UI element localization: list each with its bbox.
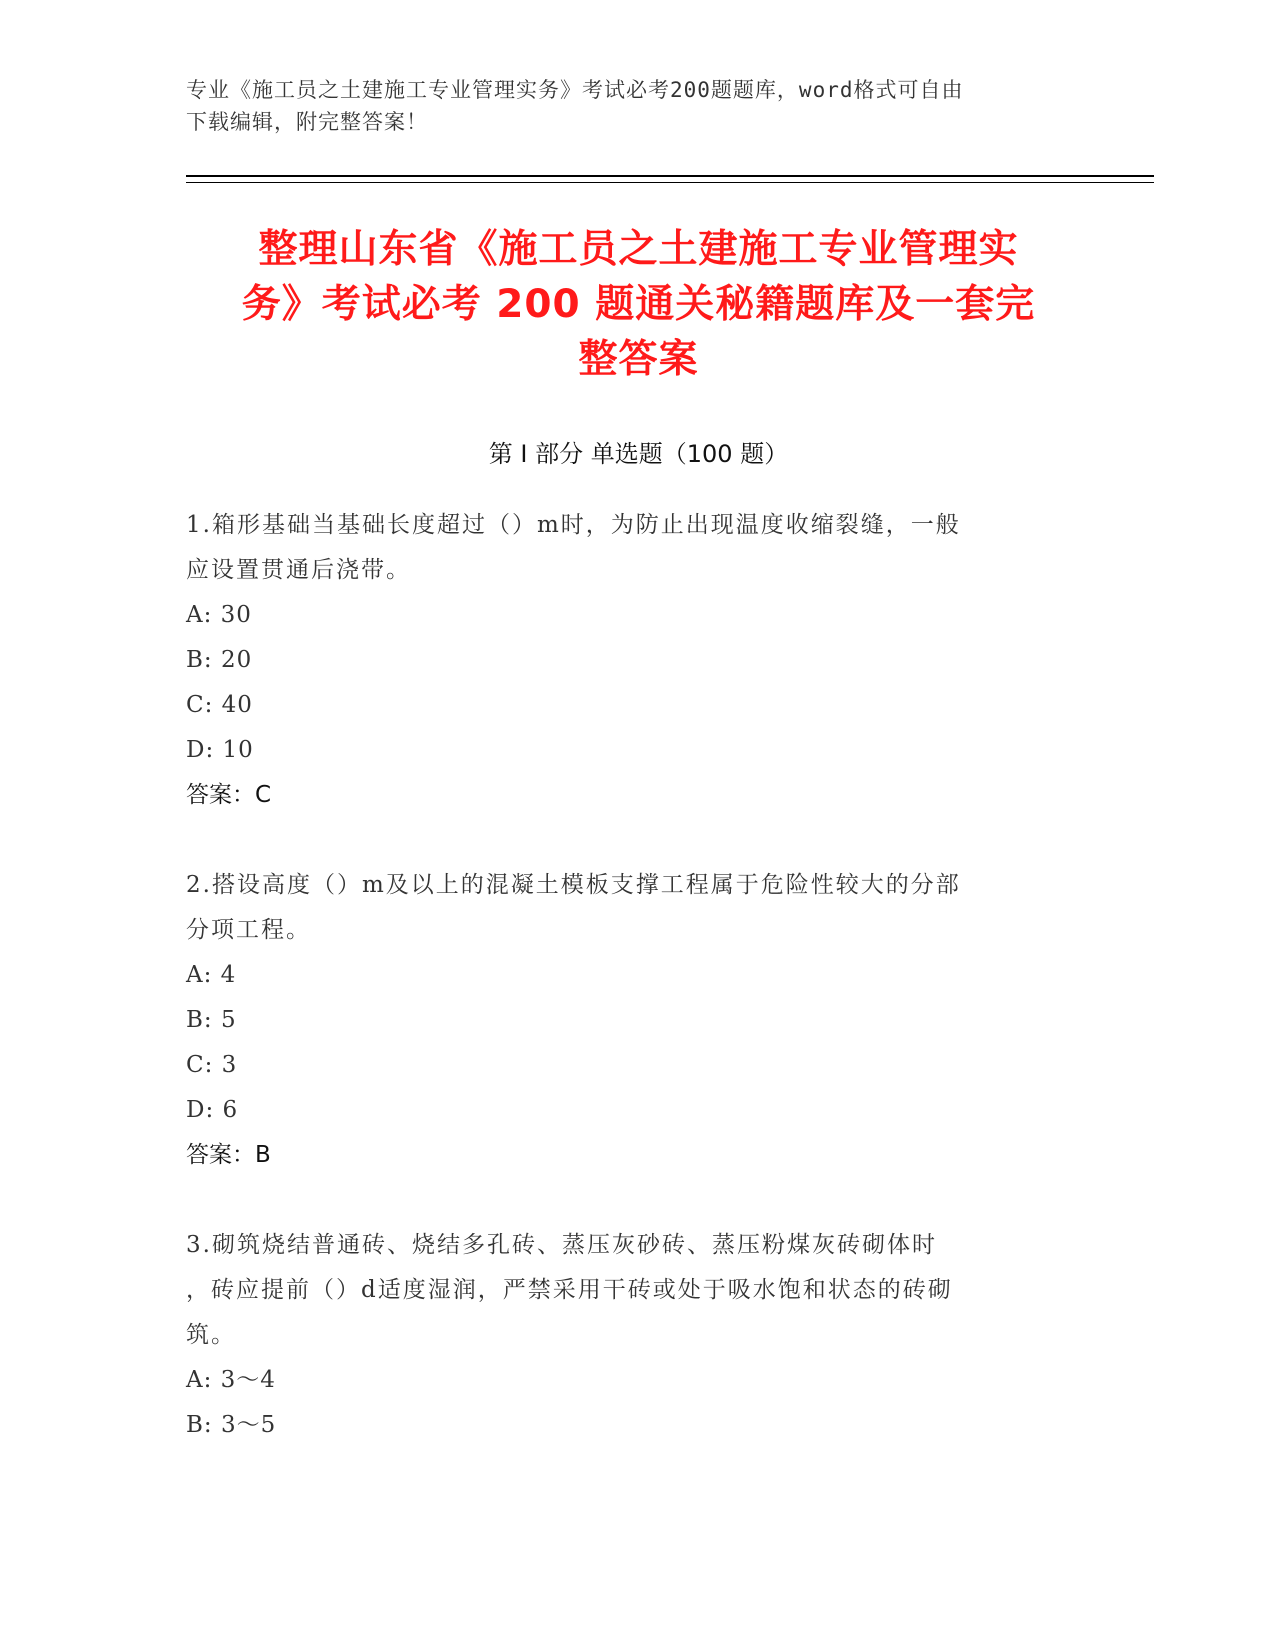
question-2 bbox=[186, 863, 1086, 1178]
question-1-answer: 答案：C bbox=[186, 782, 272, 808]
question-2-stem-line-1: 2.搭设高度（）m及以上的混凝土模板支撑工程属于危险性较大的分部 bbox=[186, 872, 961, 898]
question-2-option-c: C: 3 bbox=[186, 1052, 238, 1078]
question-3 bbox=[186, 1223, 1086, 1448]
header-note-line-2: 下载编辑，附完整答案！ bbox=[186, 110, 428, 134]
question-1 bbox=[186, 503, 1086, 818]
question-3-stem-line-1: 3.砌筑烧结普通砖、烧结多孔砖、蒸压灰砂砖、蒸压粉煤灰砖砌体时 bbox=[186, 1232, 937, 1258]
header-rule-thin bbox=[186, 182, 1154, 183]
question-2-stem-line-2: 分项工程。 bbox=[186, 917, 311, 943]
question-1-option-d: D: 10 bbox=[186, 737, 254, 763]
question-2-answer: 答案：B bbox=[186, 1142, 271, 1168]
question-1-stem-line-1: 1.箱形基础当基础长度超过（）m时，为防止出现温度收缩裂缝，一般 bbox=[186, 512, 961, 538]
question-2-option-d: D: 6 bbox=[186, 1097, 239, 1123]
question-3-option-b: B: 3～5 bbox=[186, 1412, 277, 1438]
document-title bbox=[186, 222, 1091, 387]
header-note-line-1: 专业《施工员之土建施工专业管理实务》考试必考200题题库，word格式可自由 bbox=[186, 78, 964, 102]
title-line-2: 务》考试必考 200 题通关秘籍题库及一套完 bbox=[241, 282, 1036, 327]
question-1-stem-line-2: 应设置贯通后浇带。 bbox=[186, 557, 411, 583]
question-2-option-b: B: 5 bbox=[186, 1007, 237, 1033]
section-heading: 第 I 部分 单选题（100 题） bbox=[488, 440, 789, 468]
header-note bbox=[186, 74, 1066, 138]
question-3-stem-line-2: ，砖应提前（）d适度湿润，严禁采用干砖或处于吸水饱和状态的砖砌 bbox=[186, 1277, 953, 1303]
title-line-3: 整答案 bbox=[578, 337, 699, 382]
question-2-option-a: A: 4 bbox=[186, 962, 237, 988]
question-1-option-b: B: 20 bbox=[186, 647, 253, 673]
question-3-stem-line-3: 筑。 bbox=[186, 1322, 236, 1348]
question-1-option-a: A: 30 bbox=[186, 602, 252, 628]
question-1-option-c: C: 40 bbox=[186, 692, 253, 718]
header-rule-thick bbox=[186, 175, 1154, 177]
title-line-1: 整理山东省《施工员之土建施工专业管理实 bbox=[258, 227, 1019, 272]
question-3-option-a: A: 3～4 bbox=[186, 1367, 276, 1393]
